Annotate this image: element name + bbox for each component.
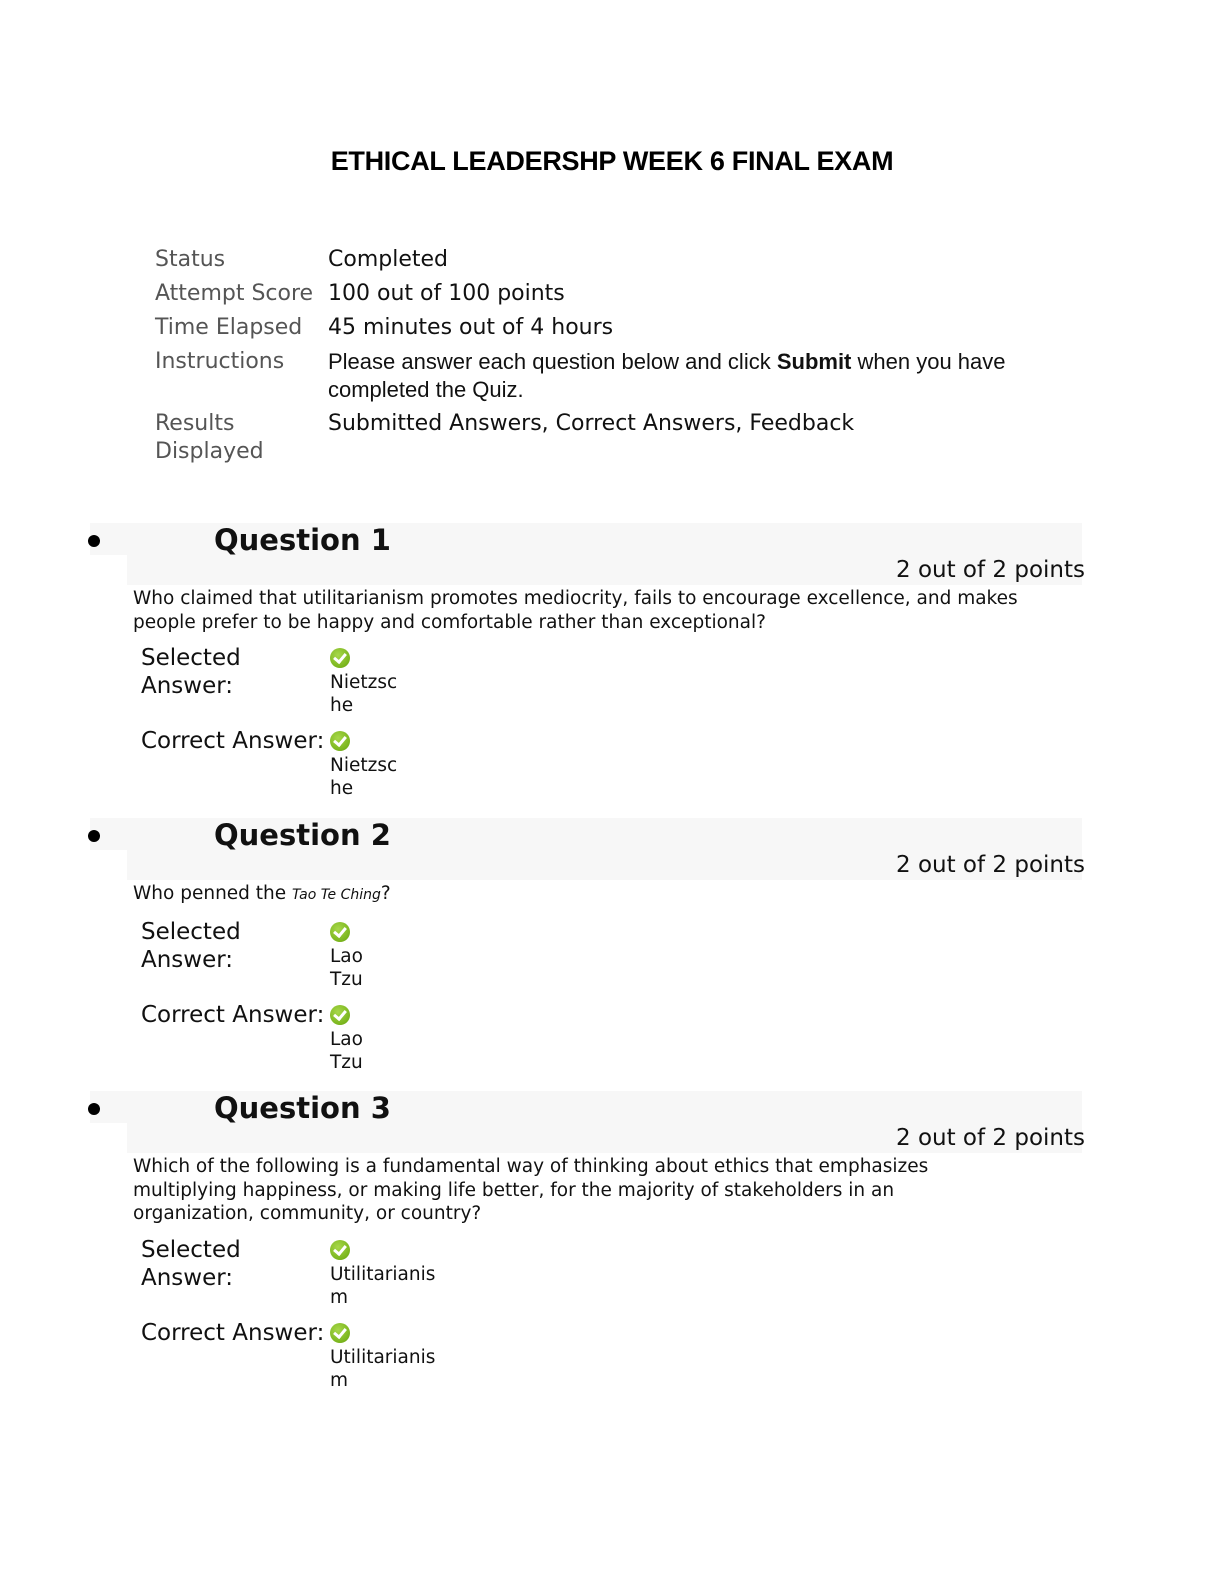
question-text: [133, 882, 1033, 908]
question-header: [0, 818, 1224, 880]
selected-answer-text: Lao Tzu: [330, 945, 363, 990]
question-title: Question 2: [214, 818, 391, 852]
results-displayed-label: Results Displayed: [155, 411, 264, 464]
question-header: [0, 523, 1224, 585]
correct-answer-label: Correct Answer:: [141, 1001, 325, 1028]
question-2: [0, 818, 1224, 1074]
question-text: Which of the following is a fundamental way of thinking about ethics that emphasizes multiplying happiness, or making life better, for the majority of stakeholders in an organization, community, or country?: [133, 1156, 929, 1224]
correct-answer-value: [330, 727, 450, 800]
green-check-icon: [330, 1240, 350, 1260]
question-title: Question 3: [214, 1091, 391, 1125]
instructions-label: Instructions: [155, 349, 285, 374]
selected-answer-label: Selected Answer:: [141, 1236, 241, 1291]
correct-answer-row: [141, 727, 1224, 800]
selected-answer-row: [141, 918, 1224, 991]
page-title: ETHICAL LEADERSHP WEEK 6 FINAL EXAM: [330, 146, 894, 176]
green-check-icon: [330, 648, 350, 668]
selected-answer-label: Selected Answer:: [141, 645, 241, 699]
bullet-icon: [88, 1103, 100, 1115]
question-text-post: ?: [380, 883, 391, 904]
correct-answer-text: Nietzsche: [330, 755, 398, 799]
correct-answer-value: [330, 1001, 450, 1074]
question-1: [0, 523, 1224, 800]
question-text-book-title: Tao Te Ching: [292, 887, 381, 903]
attempt-score-label: Attempt Score: [155, 281, 314, 306]
question-header: [0, 1091, 1224, 1153]
status-value: Completed: [328, 247, 448, 272]
bullet-icon: [88, 535, 100, 547]
correct-answer-value: [330, 1319, 450, 1392]
selected-answer-row: [141, 644, 1224, 717]
green-check-icon: [330, 731, 350, 751]
green-check-icon: [330, 1005, 350, 1025]
instructions-text-post: when you have completed the Quiz.: [328, 349, 1006, 402]
question-text-pre: Who penned the: [133, 883, 293, 904]
summary-row-status: [155, 246, 1085, 274]
instructions-text-pre: Please answer each question below and click: [328, 349, 777, 374]
results-displayed-value: Submitted Answers, Correct Answers, Feedback: [328, 411, 855, 436]
selected-answer-row: [141, 1236, 1224, 1309]
question-title: Question 1: [214, 523, 391, 557]
question-points: 2 out of 2 points: [896, 852, 1085, 878]
time-elapsed-label: Time Elapsed: [155, 315, 303, 340]
attempt-score-value: 100 out of 100 points: [328, 281, 565, 306]
correct-answer-text: Lao Tzu: [330, 1028, 363, 1073]
selected-answer-value: [330, 644, 450, 717]
green-check-icon: [330, 922, 350, 942]
selected-answer-value: [330, 1236, 450, 1309]
question-points: 2 out of 2 points: [896, 557, 1085, 583]
selected-answer-text: Nietzsche: [330, 672, 398, 716]
status-label: Status: [155, 247, 226, 272]
instructions-submit-word: Submit: [776, 349, 852, 374]
summary-row-instructions: [155, 348, 1085, 404]
selected-answer-label: Selected Answer:: [141, 918, 241, 973]
question-text: Who claimed that utilitarianism promotes mediocrity, fails to encourage excellence, and makes people prefer to be happy and comfortable rather than exceptional?: [133, 588, 1018, 633]
bullet-icon: [88, 830, 100, 842]
correct-answer-row: [141, 1001, 1224, 1074]
time-elapsed-value: 45 minutes out of 4 hours: [328, 315, 614, 340]
question-points: 2 out of 2 points: [896, 1125, 1085, 1151]
correct-answer-label: Correct Answer:: [141, 728, 325, 754]
summary-row-results: [155, 410, 1085, 466]
correct-answer-row: [141, 1319, 1224, 1392]
correct-answer-text: Utilitarianism: [330, 1346, 436, 1391]
summary-row-time: [155, 314, 1085, 342]
summary-row-attempt: [155, 280, 1085, 308]
correct-answer-label: Correct Answer:: [141, 1319, 325, 1346]
question-3: [0, 1091, 1224, 1392]
green-check-icon: [330, 1323, 350, 1343]
attempt-summary: [155, 246, 1085, 472]
selected-answer-text: Utilitarianism: [330, 1263, 436, 1308]
instructions-value: [328, 348, 1085, 404]
selected-answer-value: [330, 918, 450, 991]
